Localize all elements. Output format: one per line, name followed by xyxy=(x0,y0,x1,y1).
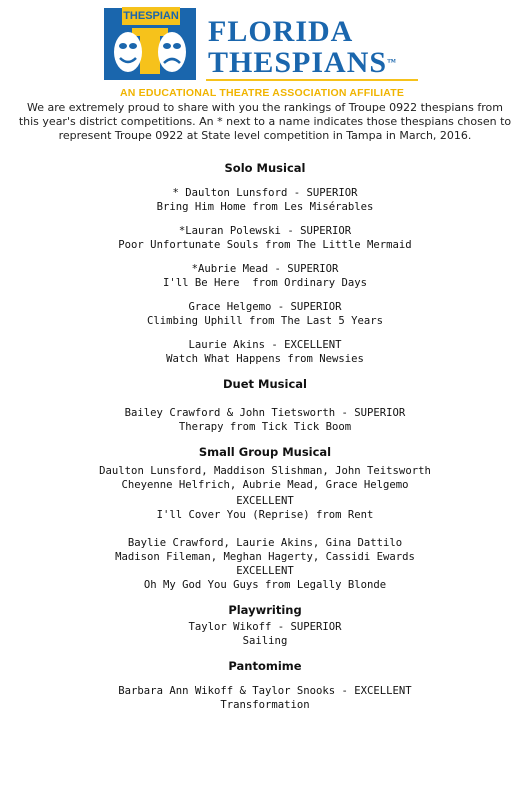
florida-thespians-logo xyxy=(104,8,420,99)
entry-piece: Climbing Uphill from The Last 5 Years xyxy=(147,315,383,327)
intro-paragraph: We are extremely proud to share with you the rankings of Troupe 0922 thespians from this year's district competitions. An * next to a name indicates those thespians chosen to represent Troupe 0922 at State level competition in Tampa in March, 2016. xyxy=(18,101,512,142)
section-small-group-musical xyxy=(0,444,530,592)
entry-performer: * Daulton Lunsford - SUPERIOR xyxy=(172,187,358,199)
logo-divider xyxy=(206,79,418,81)
list-item xyxy=(0,536,530,592)
entry-performer: Bailey Crawford & John Tietsworth - SUPERIOR xyxy=(124,407,406,419)
section-heading: Small Group Musical xyxy=(198,445,332,459)
entry-rating: EXCELLENT xyxy=(236,495,294,507)
entry-performer: Taylor Wikoff - SUPERIOR xyxy=(188,621,342,633)
logo-subtitle: AN EDUCATIONAL THEATRE ASSOCIATION AFFILIATE xyxy=(119,87,405,99)
trademark: ™ xyxy=(387,57,398,67)
section-pantomime xyxy=(0,658,530,712)
entry-performers: Baylie Crawford, Laurie Akins, Gina Dattilo xyxy=(127,537,403,549)
theatre-masks-icon xyxy=(110,26,190,78)
entry-piece: I'll Be Here from Ordinary Days xyxy=(162,277,368,289)
logo-badge: THESPIAN xyxy=(122,7,180,25)
list-item xyxy=(0,186,530,214)
entry-piece: Poor Unfortunate Souls from The Little Mermaid xyxy=(118,239,412,251)
entry-rating: EXCELLENT xyxy=(236,565,294,577)
section-heading: Solo Musical xyxy=(224,161,306,175)
entry-performer: *Aubrie Mead - SUPERIOR xyxy=(191,263,339,275)
list-item xyxy=(0,338,530,366)
entry-piece: Oh My God You Guys from Legally Blonde xyxy=(143,579,387,591)
entry-piece: Therapy from Tick Tick Boom xyxy=(178,421,352,433)
entry-performer: *Lauran Polewski - SUPERIOR xyxy=(178,225,352,237)
entry-performer: Grace Helgemo - SUPERIOR xyxy=(188,301,342,313)
entry-performers: Madison Fileman, Meghan Hagerty, Cassidi Ewards xyxy=(115,551,415,563)
entry-performer: Barbara Ann Wikoff & Taylor Snooks - EXCELLENT xyxy=(118,685,412,697)
entry-piece: Sailing xyxy=(242,635,288,647)
list-item xyxy=(0,406,530,434)
section-heading: Playwriting xyxy=(228,603,302,617)
list-item xyxy=(0,300,530,328)
entry-performers: Cheyenne Helfrich, Aubrie Mead, Grace Helgemo xyxy=(121,479,409,491)
entry-piece: Transformation xyxy=(220,699,310,711)
section-playwriting xyxy=(0,602,530,648)
section-duet-musical xyxy=(0,376,530,434)
section-heading: Pantomime xyxy=(228,659,302,673)
logo-title xyxy=(208,16,397,78)
list-item xyxy=(0,684,530,712)
list-item xyxy=(0,224,530,252)
rankings-list xyxy=(0,160,530,722)
logo-emblem xyxy=(104,8,196,80)
section-heading: Duet Musical xyxy=(223,377,307,391)
entry-piece: Bring Him Home from Les Misérables xyxy=(156,201,374,213)
list-item xyxy=(0,262,530,290)
entry-performers: Daulton Lunsford, Maddison Slishman, John Teitsworth xyxy=(99,465,431,477)
list-item xyxy=(0,620,530,648)
logo-title-line1: FLORIDA xyxy=(208,15,354,48)
list-item xyxy=(0,464,530,522)
section-solo-musical xyxy=(0,160,530,366)
logo-title-line2: THESPIANS xyxy=(208,46,388,79)
entry-piece: Watch What Happens from Newsies xyxy=(166,353,364,365)
entry-performer: Laurie Akins - EXCELLENT xyxy=(188,339,342,351)
entry-piece: I'll Cover You (Reprise) from Rent xyxy=(156,509,374,521)
